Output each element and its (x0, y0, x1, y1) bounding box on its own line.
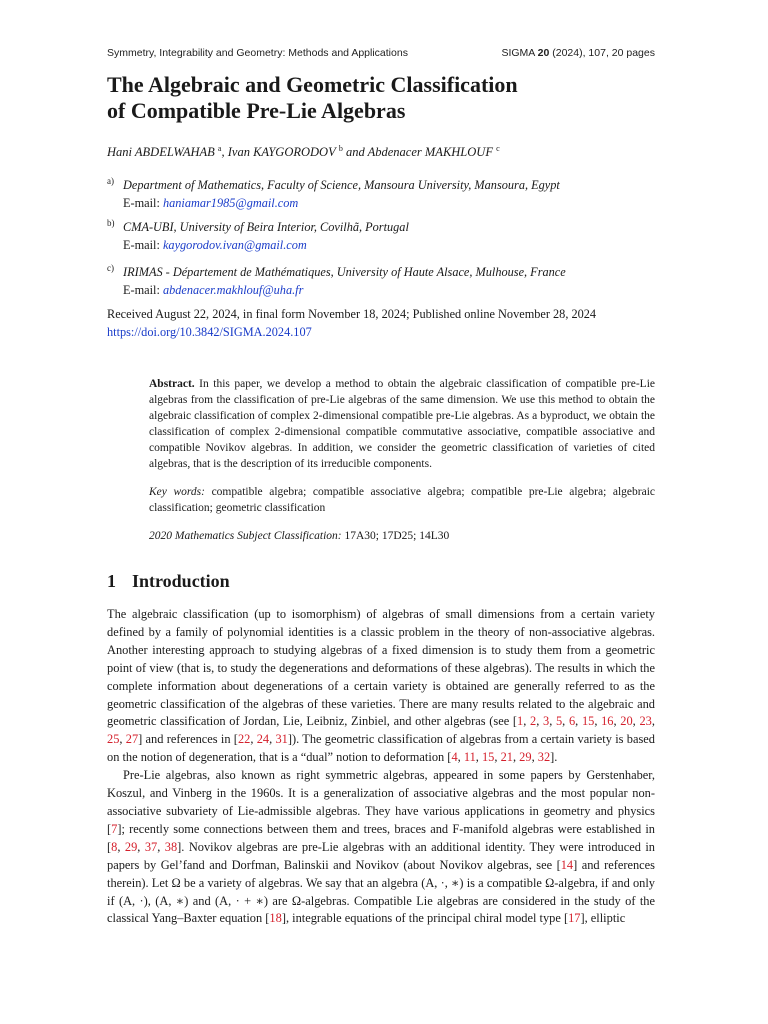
citation-link[interactable]: 29 (124, 839, 138, 854)
journal-volume: 20 (537, 47, 550, 59)
email-link[interactable]: kaygorodov.ivan@gmail.com (162, 238, 307, 252)
citation-link[interactable]: 23 (639, 714, 652, 729)
abstract-label: Abstract. (149, 378, 195, 390)
paper-title: The Algebraic and Geometric Classification of Compatible Pre-Lie Algebras (107, 72, 518, 123)
body-text (107, 606, 655, 928)
publication-dates: Received August 22, 2024, in final form November 18, 2024; Published online November 28, 2024 https://doi.org/10.3842/SIGMA.2024.107 (107, 307, 597, 339)
journal-citation: SIGMA 20 (2024), 107, 20 pages (501, 47, 655, 59)
journal-name: Symmetry, Integrability and Geometry: Methods and Applications (107, 47, 408, 59)
citation-link[interactable]: 6 (568, 714, 576, 729)
citation-link[interactable]: 31 (275, 732, 288, 747)
citation-link[interactable]: 15 (481, 750, 495, 765)
citation-link[interactable]: 8 (111, 839, 118, 854)
citation-link[interactable]: 11 (463, 750, 476, 765)
doi-link[interactable]: https://doi.org/10.3842/SIGMA.2024.107 (107, 325, 312, 339)
citation-link[interactable]: 15 (581, 714, 595, 729)
citation-link[interactable]: 29 (519, 750, 532, 765)
keywords: Key words: compatible algebra; compatible associative algebra; compatible pre-Lie algebra; algebraic classification; geometric classification (149, 486, 655, 514)
affiliation-a: a) Department of Mathematics, Faculty of Science, Mansoura University, Mansoura, Egypt E-mail: haniamar1985@gmail.com (107, 176, 560, 210)
running-head (107, 47, 655, 59)
section-heading: 1 Introduction (107, 571, 230, 591)
citation-link[interactable]: 25 (107, 732, 120, 747)
citation-link[interactable]: 7 (111, 821, 118, 836)
msc-classification: 2020 Mathematics Subject Classification: 17A30; 17D25; 14L30 (149, 530, 450, 542)
citation-link[interactable]: 14 (560, 857, 574, 872)
citation-link[interactable]: 18 (269, 911, 282, 926)
affiliation-b: b) CMA-UBI, University of Beira Interior, Covilhã, Portugal E-mail: kaygorodov.ivan@gmail.com (107, 218, 409, 252)
citation-link[interactable]: 37 (144, 839, 158, 854)
citation-link[interactable]: 38 (164, 839, 178, 854)
citation-link[interactable]: 4 (451, 750, 458, 765)
abstract (149, 376, 655, 544)
citation-link[interactable]: 22 (237, 732, 251, 747)
author-1: Hani ABDELWAHAB (107, 145, 215, 160)
citation-link[interactable]: 3 (542, 714, 550, 729)
author-list: Hani ABDELWAHAB $^a$, Ivan KAYGORODOV $^b$ and Abdenacer MAKHLOUF $^c$ (107, 144, 500, 160)
paragraph: The algebraic classification (up to isomorphism) of algebras of small dimensions from a certain variety defined by a family of polynomial identities is a classic problem in the theory of non-associative algebras. Another interesting approach to studying algebras of a fixed dimension is to study them from a geometric point of view (that is, to study the degenerations and deformations of these algebras). The results in which the complete information about degenerations of a certain variety is obtained are generally referred to as the geometric classification of the algebras of these varieties. There are many results related to the algebraic and geometric classification of Jordan, Lie, Leibniz, Zinbiel, and other algebras (see [1, 2, 3, 5, 6, 15, 16, 20, 23, 25, 27] and references in [22, 24, 31]). The geometric classification of algebras from a certain variety is based on the notion of degeneration, that is a “dual” notion to deformation [4, 11, 15, 21, 29, 32]. (107, 607, 655, 765)
email-link[interactable]: abdenacer.makhlouf@uha.fr (162, 283, 304, 297)
citation-link[interactable]: 1 (517, 714, 524, 729)
citation-link[interactable]: 21 (500, 750, 513, 765)
citation-link[interactable]: 27 (125, 732, 139, 747)
citation-link[interactable]: 16 (601, 714, 614, 729)
affiliation-c: c) IRIMAS - Département de Mathématiques, University of Haute Alsace, Mulhouse, France E-mail: abdenacer.makhlouf@uha.fr (107, 263, 566, 297)
citation-link[interactable]: 24 (256, 732, 270, 747)
citation-link[interactable]: 2 (530, 714, 537, 729)
abstract-text: In this paper, we develop a method to obtain the algebraic classification of compatible pre-Lie algebras from the classification of pre-Lie algebras of the same dimension. We use this method to obtain the algebraic classification of complex 2-dimensional compatible pre-Lie algebras. As a byproduct, we obtain the classification of complex 2-dimensional compatible commutative associative, compatible associative and compatible Novikov algebras. In addition, we consider the geometric classification of varieties of cited algebras, that is the description of its irreducible components. (149, 378, 655, 470)
citation-link[interactable]: 32 (537, 750, 551, 765)
author-2: Ivan KAYGORODOV (227, 145, 336, 160)
citation-link[interactable]: 5 (555, 714, 563, 729)
citation-link[interactable]: 20 (620, 714, 633, 729)
author-3: Abdenacer MAKHLOUF (367, 145, 493, 160)
email-link[interactable]: haniamar1985@gmail.com (162, 196, 299, 210)
paragraph: Pre-Lie algebras, also known as right symmetric algebras, appeared in some papers by Gerstenhaber, Koszul, and Vinberg in the 1960s. It is a generalization of associative algebras and the most popular non-associative subvariety of Lie-admissible algebras. They have various applications in geometry and physics [7]; recently some connections between them and trees, braces and F-manifold algebras were established in [8, 29, 37, 38]. Novikov algebras are pre-Lie algebras with an additional identity. They were introduced in papers by Gel’fand and Dorfman, Balinskii and Novikov (about Novikov algebras, see [14] and references therein). Let Ω be a variety of algebras. We say that an algebra (A, ·, ∗) is a compatible Ω-algebra, if and only if (A, ·), (A, ∗) and (A, · + ∗) are Ω-algebras. Compatible Lie algebras are considered in the study of the classical Yang–Baxter equation [18], integrable equations of the principal chiral model type [17], elliptic (107, 768, 656, 926)
citation-link[interactable]: 17 (568, 911, 581, 926)
